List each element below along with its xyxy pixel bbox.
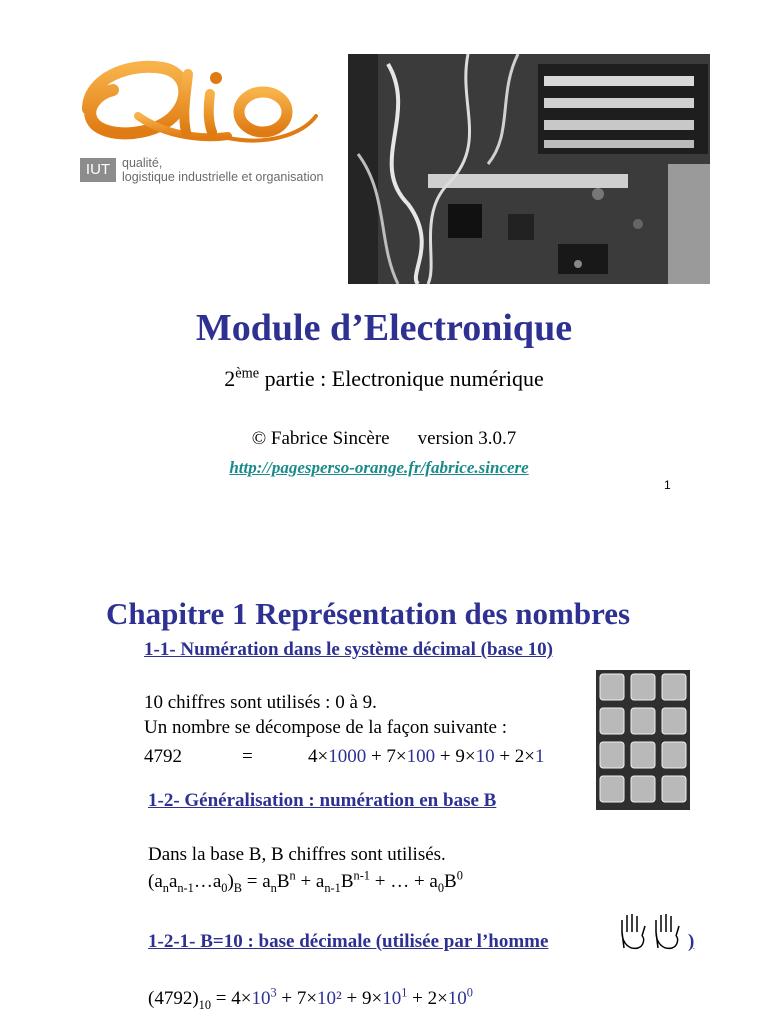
equation-1-equals: = bbox=[242, 746, 253, 767]
section-1-1-heading: 1-1- Numération dans le système décimal (base 10) bbox=[144, 639, 553, 660]
equation-1-right: 4×1000 + 7×100 + 9×10 + 2×1 bbox=[308, 746, 545, 767]
author: © Fabrice Sincère bbox=[251, 428, 390, 449]
page-number: 1 bbox=[664, 478, 671, 492]
telephone-keypad-photo bbox=[596, 670, 690, 810]
logo-tagline-line-1: qualité, bbox=[122, 156, 163, 170]
author-website-link[interactable]: http://pagesperso-orange.fr/fabrice.sincere bbox=[229, 458, 529, 477]
qlio-logo bbox=[78, 54, 326, 154]
subtitle-number: 2 bbox=[224, 366, 236, 391]
logo-tagline bbox=[122, 156, 324, 184]
two-open-hands-icon bbox=[618, 912, 688, 952]
section-1-2-1-heading: 1-2-1- B=10 : base décimale (utilisée par l’homme bbox=[148, 931, 549, 952]
motherboard-photo bbox=[348, 54, 710, 284]
main-title: Module d’Electronique bbox=[195, 307, 573, 349]
section-1-2-1-heading-close: ) bbox=[688, 931, 695, 952]
section-1-2-heading: 1-2- Généralisation : numération en base B bbox=[148, 790, 497, 811]
author-line bbox=[0, 428, 768, 450]
version: version 3.0.7 bbox=[417, 428, 517, 449]
subtitle-superscript: ème bbox=[235, 365, 260, 382]
iut-badge: IUT bbox=[80, 158, 116, 182]
section-1-1-line-1: 10 chiffres sont utilisés : 0 à 9. bbox=[144, 692, 377, 713]
section-1-2-line-1: Dans la base B, B chiffres sont utilisés. bbox=[148, 844, 446, 865]
section-1-1-line-2: Un nombre se décompose de la façon suivante : bbox=[144, 717, 507, 738]
equation-decimal: $(4792)_{10} = 4\times 10^3 + 7\times 10^2 + 9\times 10^1 + 2\times 10^0$ bbox=[148, 985, 473, 1012]
equation-base-b: $(a_na_{n-1}\dots a_0)_B = a_nB^n + a_{n-1}B^{n-1}$ + … + $a_0B^0$ bbox=[148, 868, 463, 895]
logo-tagline-line-2: logistique industrielle et organisation bbox=[122, 170, 324, 184]
equation-1-left: 4792 bbox=[144, 746, 182, 767]
subtitle bbox=[0, 366, 768, 392]
subtitle-text: partie : Electronique numérique bbox=[259, 366, 544, 391]
chapter-title: Chapitre 1 Représentation des nombres bbox=[106, 596, 631, 631]
